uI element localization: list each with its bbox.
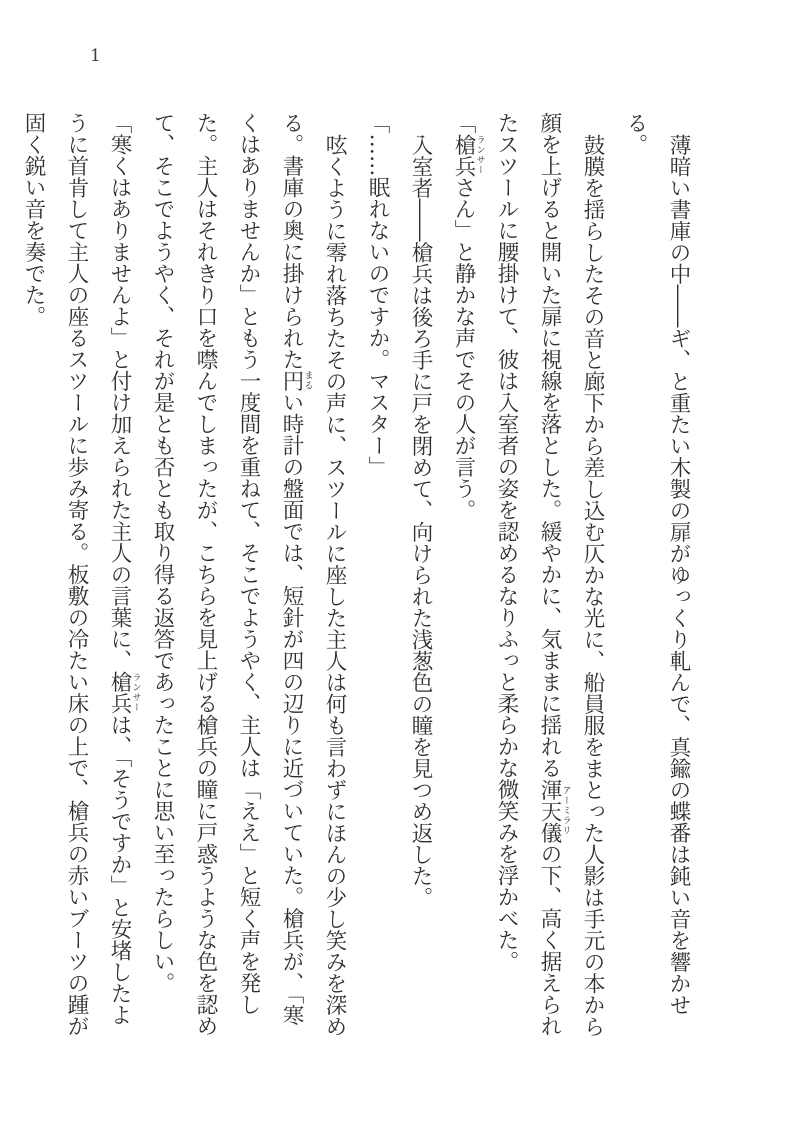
paragraph	[356, 112, 399, 1040]
text-run: い時計の盤面では、短針が四の辺りに近づいていた。槍兵が、「寒くはありませんか」ともう一度間を重ねて、そこでようやく、主人は「ええ」と短く声を発した。主人はそれきり口を噤んでしまったが、こちらを見上げる槍兵の瞳に戸惑うような色を認めて、そこでようやく、それが是とも否とも取り得る返答であったことに思い至ったらしい。	[150, 112, 304, 1037]
page-number: 1	[90, 46, 101, 66]
text-run: 薄暗い書庫の中――ギ、と重たい木製の扉がゆっくり軋んで、真鍮の蝶番は鈍い音を響かせる。	[623, 112, 691, 1015]
ruby-annotated-word: 円まる	[279, 370, 313, 392]
furigana: アーミラリ	[560, 778, 571, 843]
paragraph	[141, 112, 356, 1040]
furigana: まる	[302, 370, 313, 392]
paragraph	[485, 112, 614, 1040]
text-run: 「寒くはありませんよ」と付け加えられた主人の言葉に、	[107, 112, 132, 671]
ruby-annotated-word: 槍兵ランサー	[107, 671, 141, 714]
ruby-annotated-word: 槍兵ランサー	[451, 133, 485, 177]
text-run: 鼓膜を揺らしたその音と廊下から差し込む仄かな光に、船員服をまとった人影は手元の本から顔を上げると開いた扉に視線を落とした。緩やかに、気ままに揺れる	[537, 112, 605, 1037]
paragraph	[399, 112, 442, 1040]
ruby-annotated-word: 渾天儀アーミラリ	[537, 778, 571, 843]
furigana: ランサー	[130, 671, 141, 714]
paragraph	[614, 112, 700, 1040]
text-run: 入室者――槍兵は後ろ手に戸を閉めて、向けられた浅葱色の瞳を見つめ返した。	[408, 133, 433, 908]
novel-body-text	[12, 112, 700, 1040]
text-run: の下、高く据えられたスツールに腰掛けて、彼は入室者の姿を認めるなりふっと柔らかな微笑みを浮かべた。	[494, 112, 562, 1037]
text-run: 「……眠れないのですか。マスター」	[365, 112, 390, 478]
text-run: 呟くように零れ落ちたその声に、スツールに座した主人は何も言わずにほんの少し笑みを深める。書庫の奥に掛けられた	[279, 112, 347, 1037]
paragraph	[12, 112, 141, 1040]
text-run: は、「そうですか」と安堵したように首肯して主人の座るスツールに歩み寄る。板敷の冷たい床の上で、槍兵の赤いブーツの踵が固く鋭い音を奏でた。	[21, 112, 132, 1037]
paragraph	[442, 112, 485, 1040]
text-run: 「	[451, 112, 476, 134]
text-run: さん」と静かな声でその人が言う。	[451, 176, 476, 521]
furigana: ランサー	[474, 133, 485, 177]
